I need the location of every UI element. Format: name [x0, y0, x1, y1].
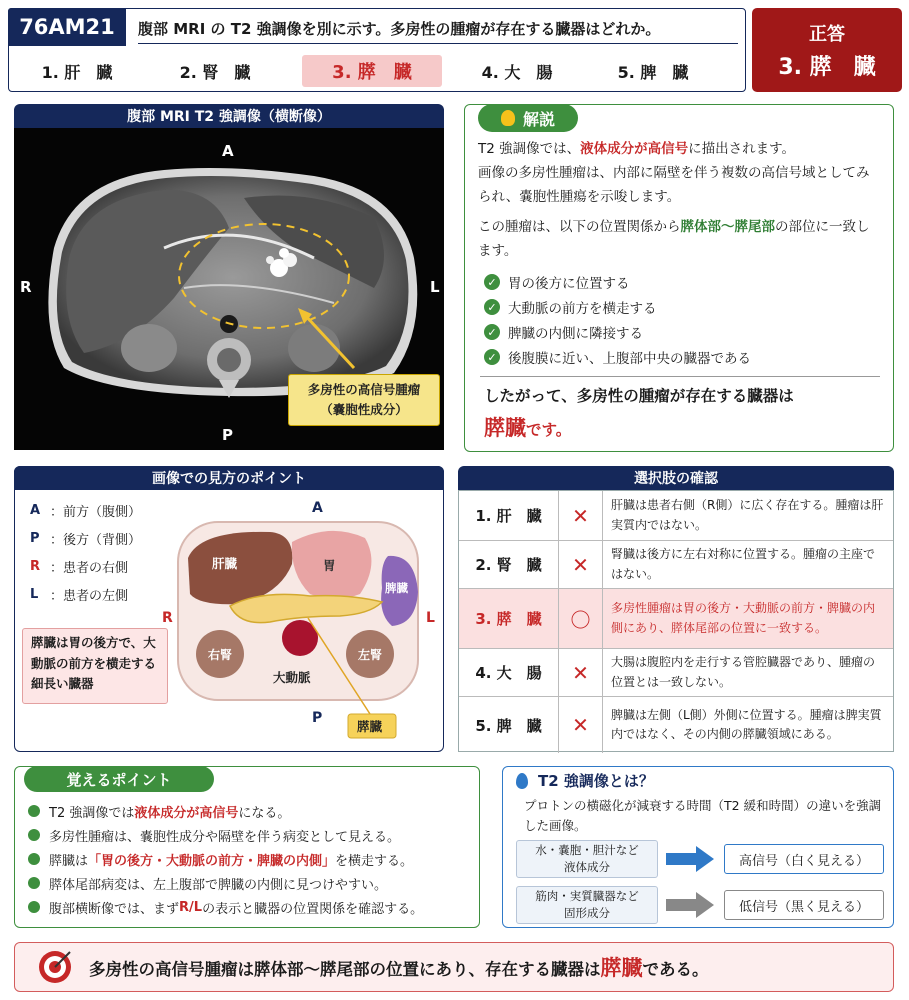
diagram-label-r: R	[162, 610, 173, 626]
exp-p2: 画像の多房性腫瘤は、内部に隔壁を伴う複数の高信号域としてみられ、嚢胞性腫瘍を示唆します。	[478, 165, 870, 205]
choice-1[interactable]: 1. 肝 臓	[41, 62, 113, 82]
choice-3[interactable]: 3. 膵 臓	[302, 55, 442, 87]
check-item: ✓ 大動脈の前方を横走する	[484, 295, 657, 319]
t2-low-signal: 低信号（黒く見える）	[724, 890, 884, 920]
exp-p1: T2 強調像では、液体成分が高信号に描出されます。	[478, 141, 796, 157]
table-row-correct	[459, 589, 893, 649]
table-row	[459, 541, 893, 589]
mri-orient-r: R	[20, 278, 32, 296]
legend-a: A ：前方（腹側）	[30, 502, 142, 520]
diagram-label-liver: 肝臓	[212, 556, 238, 571]
arrow-right-icon	[666, 892, 714, 918]
diagram-label-pancreas: 膵臓	[357, 719, 383, 734]
points-title: 画像での見方のポイント	[14, 466, 444, 490]
remember-item: T2 強調像では 液体成分が高信号 になる。	[28, 800, 290, 822]
water-drop-icon	[516, 773, 528, 789]
t2-description: プロトンの横磁化が減衰する時間（T2 緩和時間）の違いを強調した画像。	[524, 798, 882, 833]
table-row	[459, 491, 893, 541]
conclusion-line1: したがって、多房性の腫瘤が存在する臓器は	[484, 387, 794, 405]
remember-item: 腹部横断像では、まず R/L の表示と臓器の位置関係を確認する。	[28, 896, 423, 918]
legend-l: L ：患者の左側	[30, 586, 129, 604]
choice-4[interactable]: 4. 大 腸	[481, 62, 553, 82]
check-icon: ✓	[484, 349, 500, 365]
cross-icon: ✕	[559, 649, 603, 696]
check-item: ✓ 胃の後方に位置する	[484, 270, 630, 294]
diagram-label-l-kidney: 左腎	[358, 648, 383, 662]
table-row	[459, 649, 893, 697]
t2-fluid-box: 水・嚢胞・胆汁など 液体成分	[516, 840, 658, 878]
diagram-label-r-kidney: 右腎	[208, 648, 233, 662]
callout-line1: 多房性の高信号腫瘤	[307, 382, 421, 397]
choice-5[interactable]: 5. 脾 臓	[617, 62, 689, 82]
row-label: 1. 肝 臓	[459, 491, 559, 540]
diagram-label-p: P	[312, 710, 323, 726]
check-item: ✓ 後腹膜に近い、上腹部中央の臓器である	[484, 345, 751, 369]
mri-title: 腹部 MRI T2 強調像（横断像）	[14, 104, 444, 128]
cross-icon: ✕	[559, 697, 603, 753]
diagram-label-aorta: 大動脈	[273, 670, 311, 685]
check-icon: ✓	[484, 324, 500, 340]
circle-icon: 〇	[559, 589, 603, 648]
cross-icon: ✕	[559, 491, 603, 540]
mri-orient-p: P	[222, 426, 233, 444]
remember-tab: 覚えるポイント	[24, 766, 214, 792]
row-desc: 脾臓は左側（L側）外側に位置する。腫瘤は脾実質内ではなく、その内側の膵臓領域にある。	[611, 707, 882, 741]
choice-2[interactable]: 2. 腎 臓	[179, 62, 251, 82]
callout-line2: （嚢胞性成分）	[320, 402, 408, 417]
lesion-callout	[288, 374, 440, 426]
choice-table	[458, 490, 894, 752]
remember-item: 膵体尾部病変は、左上腹部で脾臓の内側に見つけやすい。	[28, 872, 387, 894]
row-label: 3. 膵 臓	[459, 589, 559, 648]
check-icon: ✓	[484, 299, 500, 315]
table-title: 選択肢の確認	[458, 466, 894, 490]
legend-r: R ：患者の右側	[30, 558, 129, 576]
conclusion-line2: 膵臓です。	[484, 416, 572, 440]
summary-banner	[14, 942, 894, 992]
t2-title: T2 強調像とは？	[516, 770, 654, 791]
table-row	[459, 697, 893, 753]
row-desc: 大腸は腹腔内を走行する管腔臓器であり、腫瘤の位置とは一致しない。	[611, 655, 876, 689]
t2-solid-box: 筋肉・実質臓器など 固形成分	[516, 886, 658, 924]
question-text: 腹部 MRI の T2 強調像を別に示す。多房性の腫瘤が存在する臓器はどれか。	[138, 14, 738, 44]
explanation-tab-label: 解説	[522, 109, 555, 129]
row-desc: 肝臓は患者右側（R側）に広く存在する。腫瘤は肝実質内ではない。	[611, 498, 884, 532]
legend-p: P ：後方（背側）	[30, 530, 142, 548]
answer-label: 正答	[809, 23, 845, 45]
target-icon	[37, 949, 73, 985]
diagram-label-l: L	[426, 610, 435, 626]
check-icon: ✓	[484, 274, 500, 290]
mri-orient-l: L	[430, 278, 440, 296]
answer-value: 3. 膵 臓	[778, 54, 876, 80]
mri-orient-a: A	[222, 142, 234, 160]
divider	[480, 376, 880, 377]
diagram-label-stomach: 胃	[323, 558, 336, 573]
remember-item: 膵臓は 「胃の後方・大動脈の前方・脾臓の内側」 を横走する。	[28, 848, 413, 870]
arrow-right-icon	[666, 846, 714, 872]
check-item: ✓ 脾臓の内側に隣接する	[484, 320, 643, 344]
row-label: 4. 大 腸	[459, 649, 559, 696]
answer-box	[752, 8, 902, 92]
question-id: 76AM21	[8, 8, 126, 46]
summary-text: 多房性の高信号腫瘤は膵体部〜膵尾部の位置にあり、存在する臓器は膵臓である。	[89, 956, 709, 980]
row-desc: 多房性腫瘤は胃の後方・大動脈の前方・脾臓の内側にあり、膵体尾部の位置に一致する。	[611, 601, 876, 635]
lightbulb-icon	[501, 110, 515, 126]
t2-high-signal: 高信号（白く見える）	[724, 844, 884, 874]
cross-icon: ✕	[559, 541, 603, 588]
explanation-tab	[478, 104, 578, 132]
pancreas-note: 膵臓は胃の後方で、大動脈の前方を横走する細長い臓器	[22, 628, 168, 704]
exp-p3: この腫瘤は、以下の位置関係から膵体部〜膵尾部の部位に一致します。	[478, 219, 870, 259]
anatomy-diagram	[160, 494, 440, 746]
row-label: 5. 脾 臓	[459, 697, 559, 753]
row-label: 2. 腎 臓	[459, 541, 559, 588]
remember-item: 多房性腫瘤は、嚢胞性成分や隔壁を伴う病変として見える。	[28, 824, 400, 846]
diagram-label-a: A	[312, 500, 323, 516]
diagram-label-spleen: 脾臓	[385, 581, 408, 595]
row-desc: 腎臓は後方に左右対称に位置する。腫瘤の主座ではない。	[611, 547, 876, 581]
